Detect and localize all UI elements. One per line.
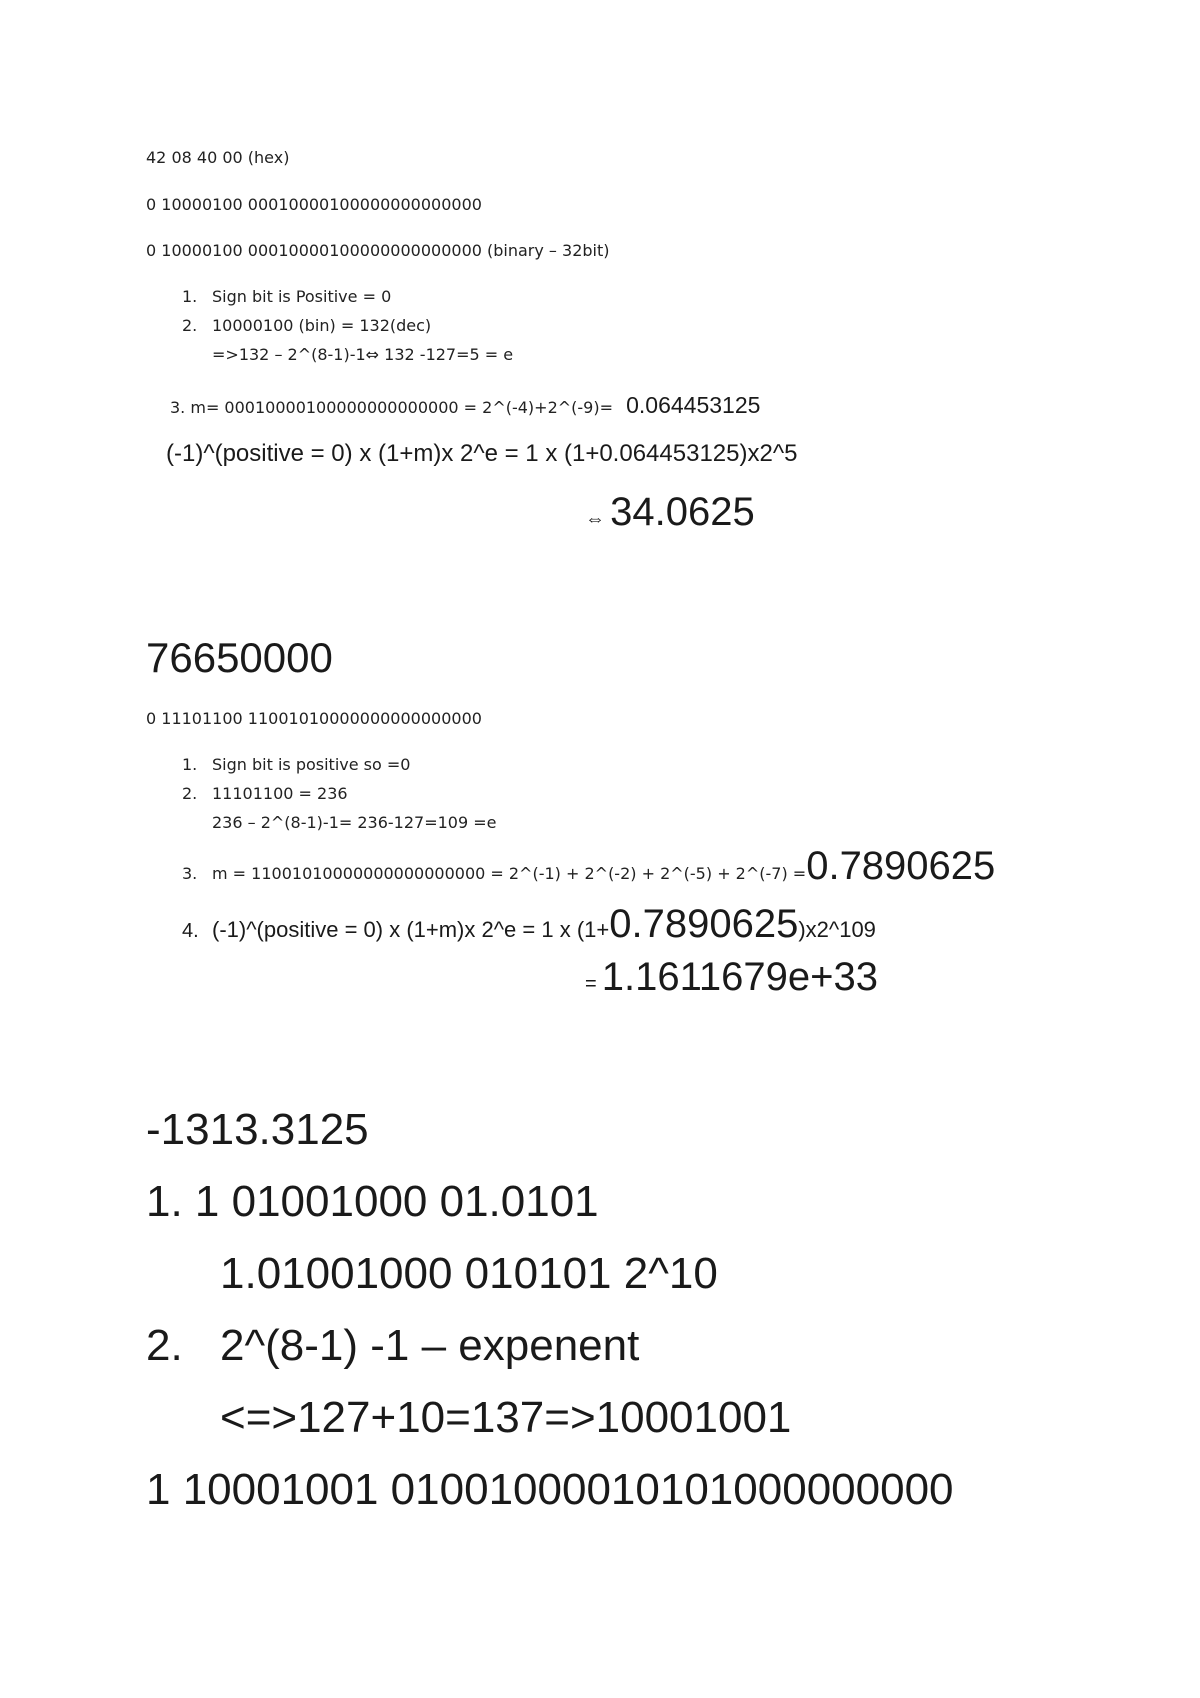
hex-value: 42 08 40 00 (hex) xyxy=(146,148,290,167)
step-1 xyxy=(182,289,391,305)
step-text: 3. m= 00010000100000000000000 = 2^(-4)+2^(-9)= xyxy=(170,398,613,417)
step-number: 2. xyxy=(182,784,198,803)
formula-text-end: )x2^109 xyxy=(798,917,876,942)
line-3 xyxy=(146,1321,640,1370)
step-text: m = 11001010000000000000000 = 2^(-1) + 2^(-2) + 2^(-5) + 2^(-7) = xyxy=(212,864,807,883)
float-result xyxy=(585,492,755,532)
step-3-mantissa xyxy=(170,394,760,417)
step-1 xyxy=(182,757,410,773)
line-2: 1.01001000 010101 2^10 xyxy=(220,1249,718,1298)
float-formula: (-1)^(positive = 0) x (1+m)x 2^e = 1 x (1+0.064453125)x2^5 xyxy=(166,440,798,467)
step-number: 2. xyxy=(146,1321,183,1370)
step-number: 1. xyxy=(182,287,198,306)
step-text: 10000100 (bin) = 132(dec) xyxy=(212,316,432,335)
result-value: 34.0625 xyxy=(610,490,755,534)
step-text: Sign bit is positive so =0 xyxy=(212,755,411,774)
binary-value: 0 10000100 00010000100000000000000 xyxy=(146,195,482,214)
mantissa-value: 0.7890625 xyxy=(609,902,799,946)
mantissa-value: 0.7890625 xyxy=(806,844,996,888)
equals-symbol: = xyxy=(585,973,597,995)
step-text: Sign bit is Positive = 0 xyxy=(212,287,392,306)
step-3-mantissa xyxy=(182,846,995,886)
step-2-continuation: 236 – 2^(8-1)-1= 236-127=109 =e xyxy=(212,813,497,832)
step-2-continuation: =>132 – 2^(8-1)-1⇔ 132 -127=5 = e xyxy=(212,345,514,364)
float-result xyxy=(585,957,878,997)
formula-text: (-1)^(positive = 0) x (1+m)x 2^e = 1 x (1+ xyxy=(212,917,610,942)
line-1: 1. 1 01001000 01.0101 xyxy=(146,1177,599,1226)
result-value: 1.1611679e+33 xyxy=(601,955,878,999)
section-title-76650000: 76650000 xyxy=(146,634,333,681)
binary-value: 0 11101100 11001010000000000000000 xyxy=(146,709,482,728)
step-text: 2^(8-1) -1 – expenent xyxy=(220,1321,640,1370)
line-5: 1 10001001 01001000010101000000000 xyxy=(146,1465,954,1514)
section-title-negative: -1313.3125 xyxy=(146,1105,369,1154)
step-text: 11101100 = 236 xyxy=(212,784,348,803)
binary-value-labeled: 0 10000100 00010000100000000000000 (binary – 32bit) xyxy=(146,241,610,260)
step-number: 2. xyxy=(182,316,198,335)
step-2 xyxy=(182,318,431,334)
step-2 xyxy=(182,786,348,802)
step-number: 3. xyxy=(182,864,198,883)
step-4-formula xyxy=(182,904,876,944)
equivalence-symbol: ⇔ xyxy=(585,508,605,530)
line-4: <=>127+10=137=>10001001 xyxy=(220,1393,792,1442)
step-number: 4. xyxy=(182,920,199,942)
mantissa-value: 0.064453125 xyxy=(626,392,761,418)
step-number: 1. xyxy=(182,755,198,774)
